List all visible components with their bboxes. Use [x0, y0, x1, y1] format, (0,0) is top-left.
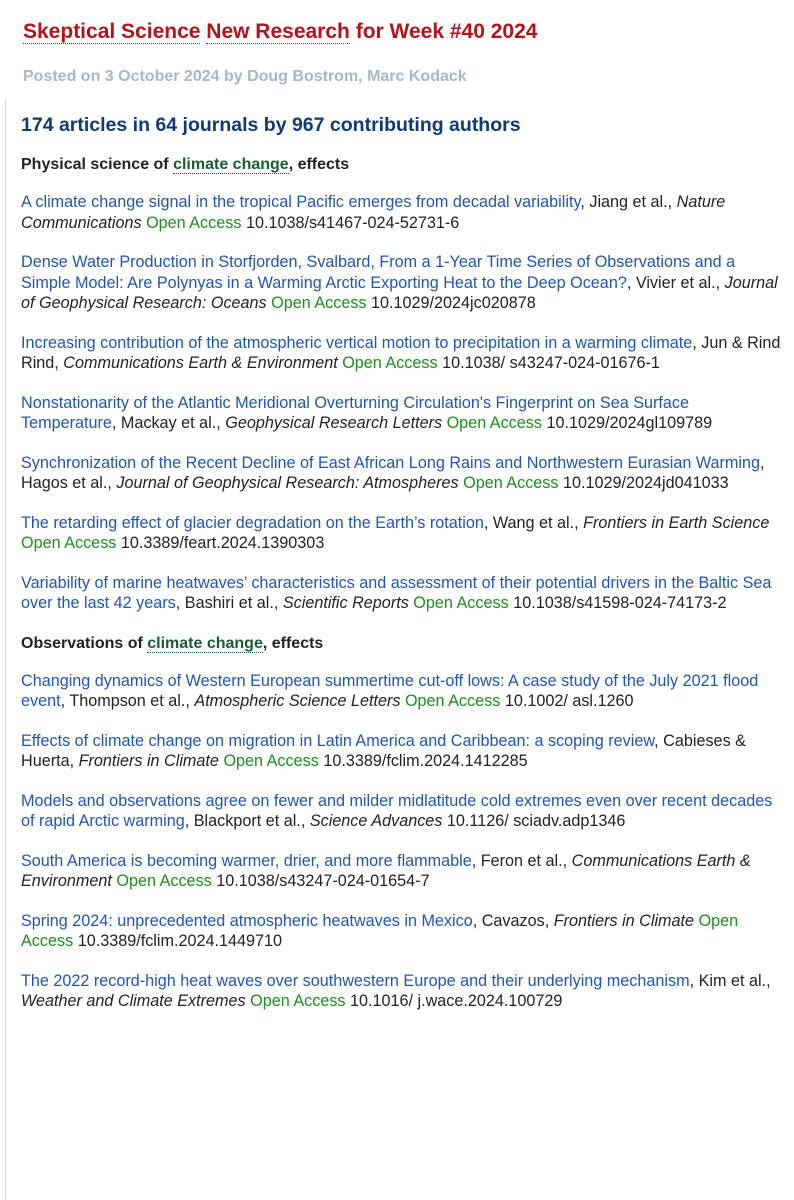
article-entry: A climate change signal in the tropical Pacific emerges from decadal variability, Jiang et al., Nature Communications Open Access 10.1038/s41467-024-52731-6 — [21, 193, 726, 232]
article-title-link[interactable]: Effects of climate change on migration in Latin America and Caribbean: a scoping review — [21, 731, 655, 750]
article-journal: Atmospheric Science Letters — [194, 692, 401, 710]
article-authors: Cavazos — [481, 911, 545, 930]
article-entry: Increasing contribution of the atmospheric vertical motion to precipitation in a warming climate, Jun & Rind Rind, Communications Earth & Environment Open Access 10.1038/ s43247-024-01676-1 — [21, 333, 781, 372]
article-entry: The retarding effect of glacier degradation on the Earth’s rotation, Wang et al., Frontiers in Earth Science Open Access 10.3389/feart.2024.1390303 — [21, 513, 770, 552]
article-authors: Thompson et al. — [69, 692, 186, 710]
article-authors: Kim et al. — [698, 971, 767, 990]
site-link[interactable]: Skeptical Science — [23, 20, 201, 43]
section-heading-keyword[interactable]: climate change — [173, 156, 289, 173]
article-title-link[interactable]: Variability of marine heatwaves’ characteristics and assessment of their potential drivers in the Baltic Sea over the last 42 years — [21, 573, 772, 612]
article-title-link[interactable]: Spring 2024: unprecedented atmospheric heatwaves in Mexico — [21, 911, 473, 930]
article-entry: Spring 2024: unprecedented atmospheric heatwaves in Mexico, Cavazos, Frontiers in Climate Open Access 10.3389/fclim.2024.1449710 — [21, 911, 739, 950]
open-access-badge: Open Access — [342, 354, 438, 372]
article-title-link[interactable]: South America is becoming warmer, drier, and more flammable — [21, 851, 472, 870]
article-journal: Weather and Climate Extremes — [21, 992, 246, 1010]
article-title-link[interactable]: Nonstationarity of the Atlantic Meridional Overturning Circulation's Fingerprint on Sea Surface Temperature — [21, 393, 690, 432]
article-title-link[interactable]: Increasing contribution of the atmospheric vertical motion to precipitation in a warming climate — [21, 333, 693, 352]
article-journal: Communications Earth & Environment — [63, 354, 338, 372]
article-doi: 10.1038/s43247-024-01654-7 — [216, 872, 430, 890]
open-access-badge: Open Access — [404, 692, 501, 710]
article-doi: 10.1002/ asl.1260 — [504, 692, 634, 710]
section-heading-prefix: Physical science of — [21, 156, 174, 173]
article-doi: 10.3389/fclim.2024.1412285 — [323, 752, 528, 770]
section-heading — [21, 633, 781, 655]
section-heading-suffix: , effects — [288, 156, 350, 173]
article-doi: 10.1029/2024gl109789 — [546, 414, 713, 432]
open-access-badge: Open Access — [223, 752, 319, 770]
article-authors: Jun & Rind Rind — [21, 333, 781, 372]
article-entry: The 2022 record-high heat waves over southwestern Europe and their underlying mechanism, Kim et al., Weather and Climate Extremes Open Access 10.1016/ j.wace.2024.100729 — [21, 971, 771, 1010]
article-doi: 10.1038/s41598-024-74173-2 — [513, 594, 727, 612]
article-title-link[interactable]: Synchronization of the Recent Decline of East African Long Rains and Northwestern Eurasian Warming — [21, 453, 761, 472]
article-journal: Science Advances — [309, 812, 443, 830]
summary-heading: 174 articles in 64 journals by 967 contributing authors — [21, 114, 521, 136]
article-doi: 10.1126/ sciadv.adp1346 — [446, 812, 626, 830]
article-doi: 10.1029/2024jc020878 — [371, 294, 536, 312]
article-authors: Blackport et al. — [193, 812, 301, 830]
section-heading-prefix: Observations of — [21, 634, 148, 652]
article-doi: 10.3389/feart.2024.1390303 — [120, 534, 325, 552]
article-authors: Vivier et al. — [635, 273, 716, 292]
article-authors: Wang et al. — [492, 513, 575, 532]
article-doi: 10.1038/s41467-024-52731-6 — [245, 213, 460, 232]
article-journal: Nature Communications — [21, 193, 726, 232]
article-journal: Communications Earth & Environment — [21, 851, 751, 890]
open-access-badge: Open Access — [21, 534, 117, 552]
article-entry: Synchronization of the Recent Decline of East African Long Rains and Northwestern Eurasian Warming, Hagos et al., Journal of Geophysical Research: Atmospheres Open Access 10.1029/2024jd041033 — [21, 453, 765, 492]
article-title-link[interactable]: A climate change signal in the tropical Pacific emerges from decadal variability — [21, 193, 581, 211]
article-entry: Effects of climate change on migration in Latin America and Caribbean: a scoping review, Cabieses & Huerta, Frontiers in Climate Open Access 10.3389/fclim.2024.1412285 — [21, 731, 746, 770]
new-research-link[interactable]: New Research — [206, 20, 350, 43]
article-doi: 10.1016/ j.wace.2024.100729 — [350, 992, 563, 1010]
article-journal: Journal of Geophysical Research: Oceans — [21, 273, 778, 312]
sections-container — [21, 154, 781, 1012]
article-title-link[interactable]: Dense Water Production in Storfjorden, Svalbard, From a 1-Year Time Series of Observations and a Simple Model: Are Polynyas in a Warming Arctic Exporting Heat to the Deep Ocean? — [21, 253, 736, 292]
page-title — [23, 20, 537, 44]
article-entry: Models and observations agree on fewer and milder midlatitude cold extremes even over recent decades of rapid Arctic warming, Blackport et al., Science Advances 10.1126/ sciadv.adp1346 — [21, 791, 773, 830]
section-heading — [21, 154, 781, 176]
article-entry: Changing dynamics of Western European summertime cut-off lows: A case study of the July 2021 flood event, Thompson et al., Atmospheric Science Letters Open Access 10.1002/ asl.1260 — [21, 671, 759, 710]
article-journal: Frontiers in Climate — [553, 911, 695, 930]
article-journal: Journal of Geophysical Research: Atmospheres — [116, 474, 459, 492]
article-doi: 10.1029/2024jd041033 — [563, 474, 729, 492]
article-journal: Scientific Reports — [282, 594, 409, 612]
article-title-link[interactable]: The 2022 record-high heat waves over southwestern Europe and their underlying mechanism — [21, 971, 690, 990]
article-journal: Frontiers in Climate — [78, 752, 219, 770]
article-authors: Bashiri et al. — [184, 594, 274, 612]
section-heading-keyword[interactable]: climate change — [147, 634, 263, 652]
article-title-link[interactable]: Changing dynamics of Western European summertime cut-off lows: A case study of the July 2021 flood event — [21, 671, 759, 710]
article-authors: Cabieses & Huerta — [21, 731, 746, 770]
open-access-badge: Open Access — [413, 594, 509, 612]
posted-byline: Posted on 3 October 2024 by Doug Bostrom, Marc Kodack — [23, 68, 467, 85]
article-entry: Variability of marine heatwaves’ characteristics and assessment of their potential drivers in the Baltic Sea over the last 42 years, Bashiri et al., Scientific Reports Open Access 10.1038/s41598-024-74173-2 — [21, 573, 772, 612]
open-access-badge: Open Access — [21, 911, 739, 950]
article-entry: Nonstationarity of the Atlantic Meridional Overturning Circulation's Fingerprint on Sea Surface Temperature, Mackay et al., Geophysical Research Letters Open Access 10.1029/2024gl109789 — [21, 393, 713, 432]
article-authors: Mackay et al. — [120, 414, 217, 432]
week-label: for Week #40 2024 — [355, 20, 538, 43]
article-title-link[interactable]: The retarding effect of glacier degradation on the Earth’s rotation — [21, 513, 484, 532]
article-journal: Geophysical Research Letters — [225, 414, 443, 432]
left-border — [5, 100, 6, 1200]
open-access-badge: Open Access — [250, 992, 346, 1010]
article-authors: Hagos et al. — [21, 474, 108, 492]
article-journal: Frontiers in Earth Science — [583, 513, 770, 532]
article-authors: Jiang et al. — [589, 193, 668, 211]
open-access-badge: Open Access — [116, 872, 212, 890]
article-entry: South America is becoming warmer, drier, and more flammable, Feron et al., Communications Earth & Environment Open Access 10.1038/s43247-024-01654-7 — [21, 851, 751, 890]
article-title-link[interactable]: Models and observations agree on fewer and milder midlatitude cold extremes even over recent decades of rapid Arctic warming — [21, 791, 773, 830]
article-body — [21, 112, 781, 1031]
article-doi: 10.3389/fclim.2024.1449710 — [77, 932, 282, 950]
section-heading-suffix: , effects — [262, 634, 324, 652]
open-access-badge: Open Access — [271, 294, 367, 312]
open-access-badge: Open Access — [446, 414, 542, 432]
article-doi: 10.1038/ s43247-024-01676-1 — [442, 354, 660, 372]
article-entry: Dense Water Production in Storfjorden, Svalbard, From a 1-Year Time Series of Observations and a Simple Model: Are Polynyas in a Warming Arctic Exporting Heat to the Deep Ocean?, Vivier et al., Journal of Geophysical Research: Oceans Open Access 10.1029/2024jc020878 — [21, 253, 778, 312]
open-access-badge: Open Access — [146, 213, 242, 232]
open-access-badge: Open Access — [463, 474, 559, 492]
article-authors: Feron et al. — [480, 851, 563, 870]
